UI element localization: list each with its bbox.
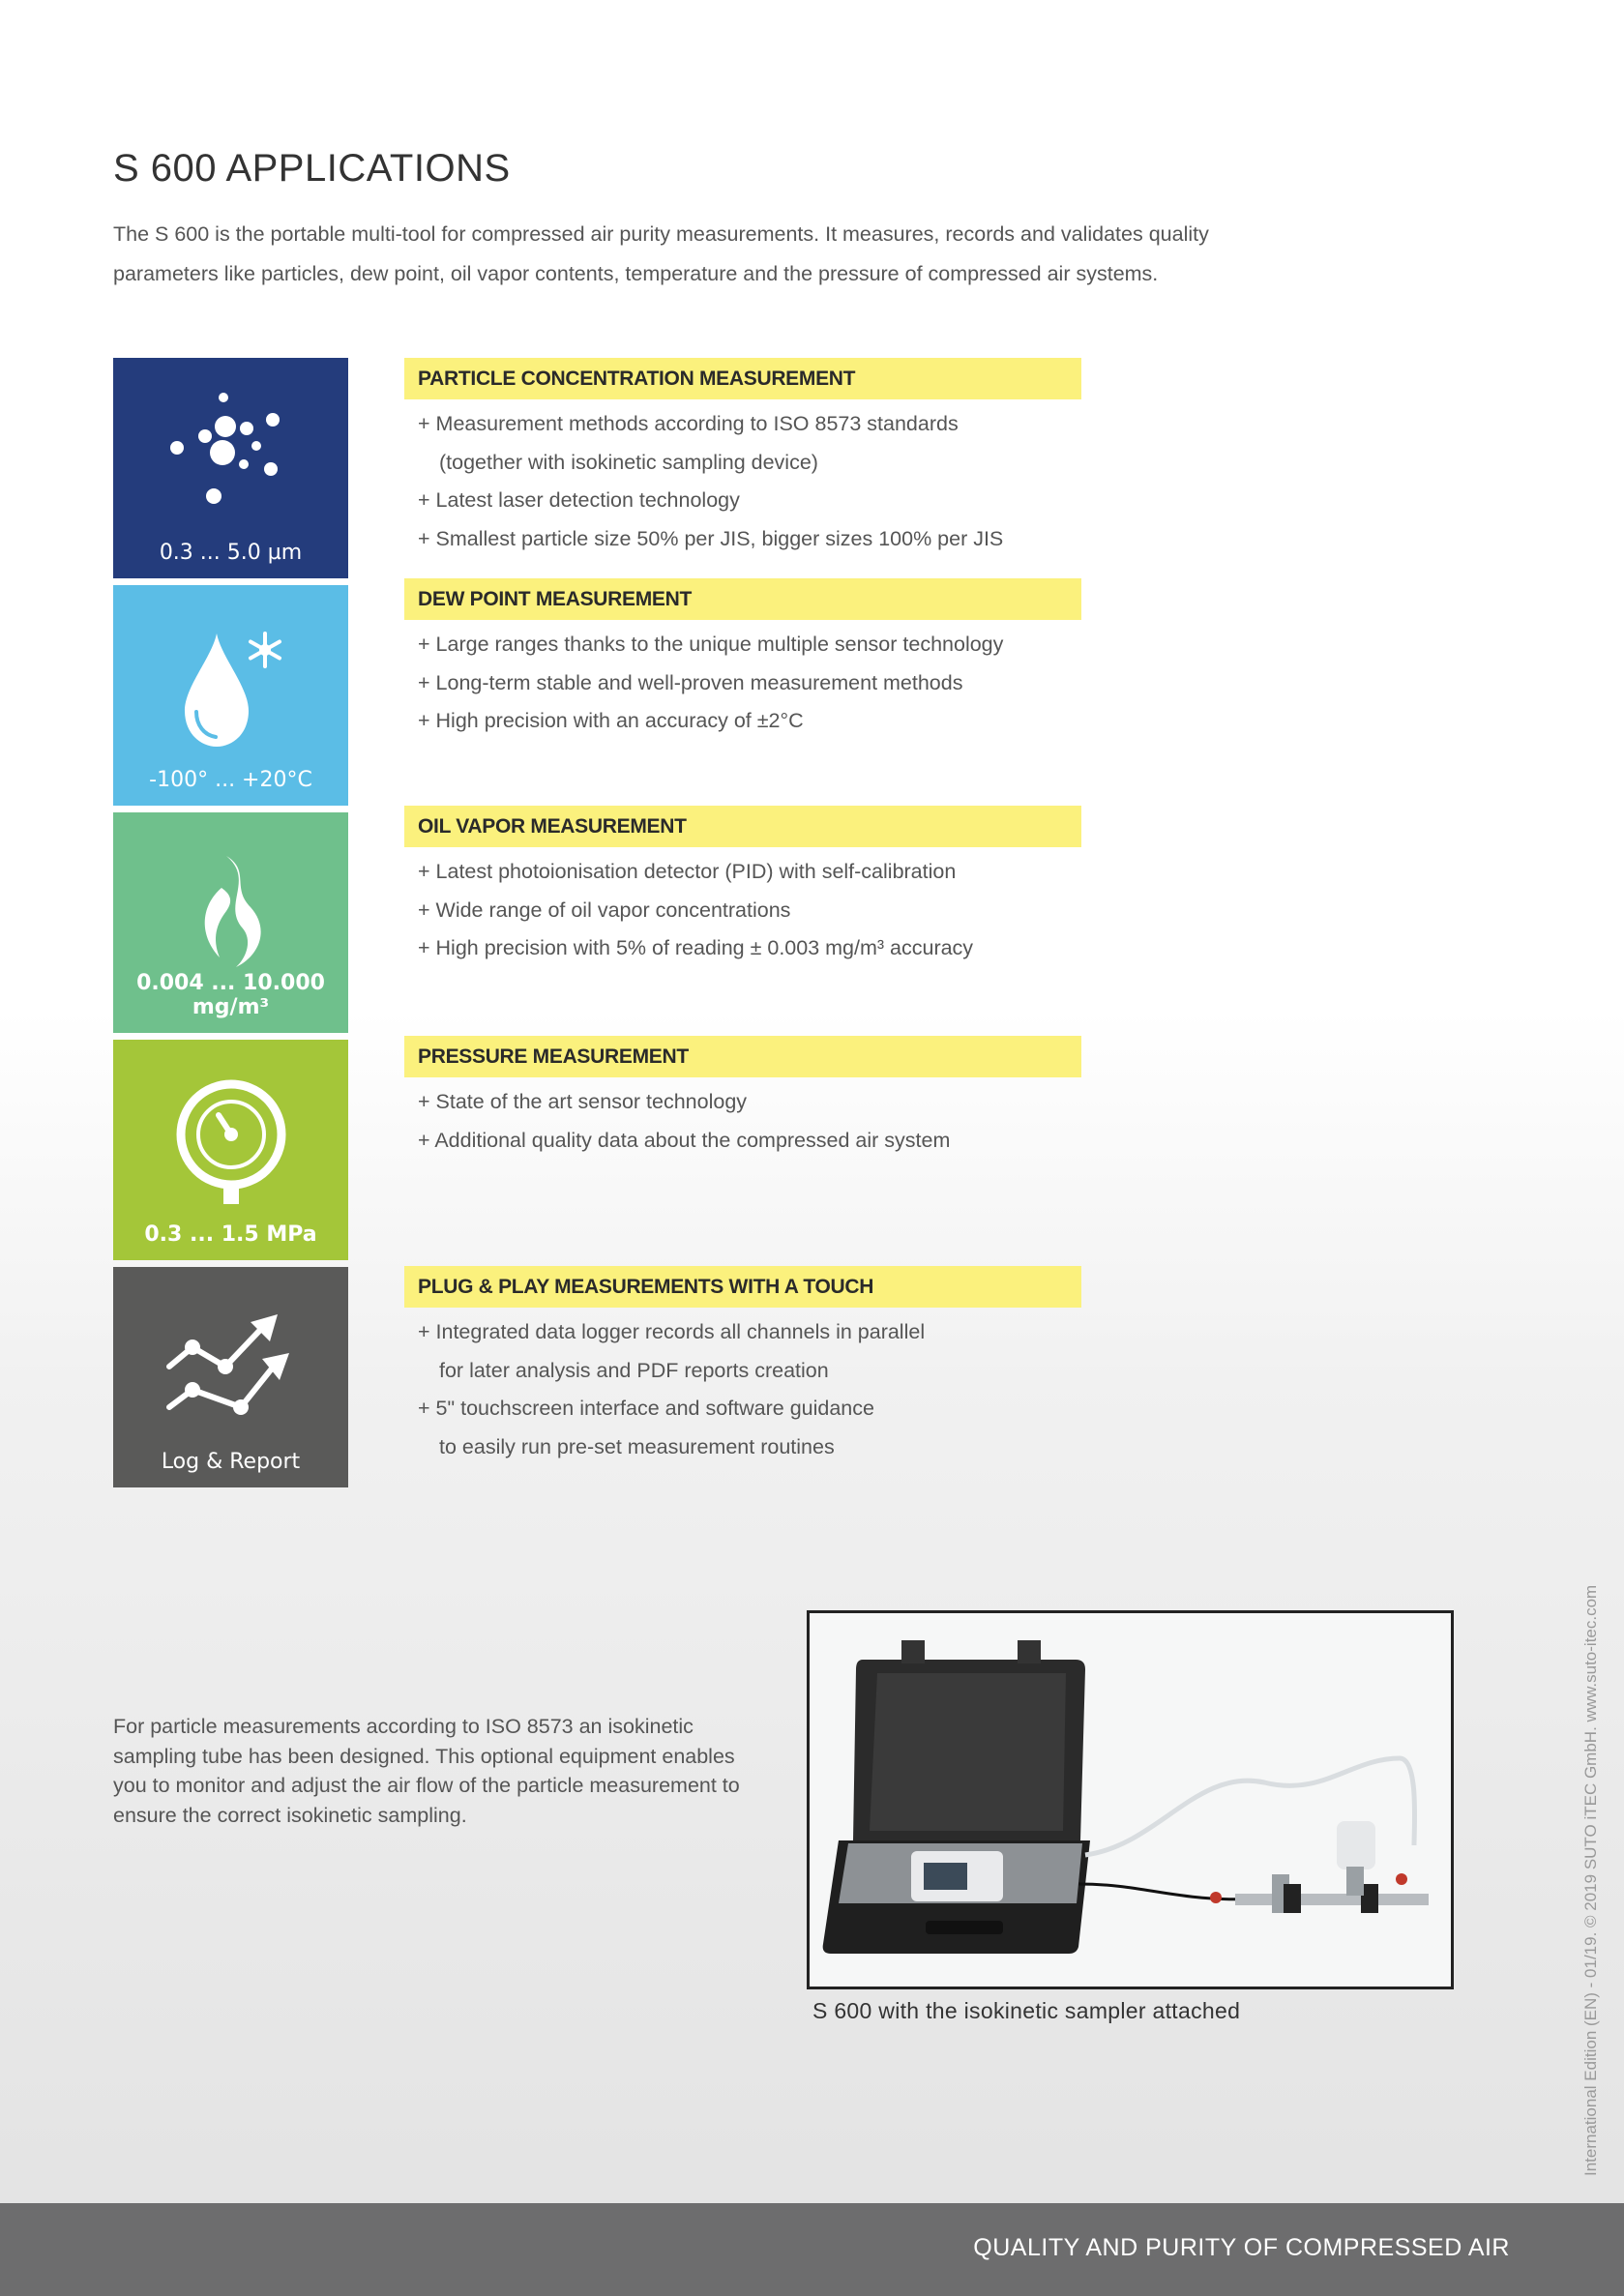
- flame-icon: [183, 851, 280, 977]
- tile-label: -100° ... +20°C: [149, 768, 312, 792]
- tile-label: 0.3 ... 5.0 µm: [159, 541, 303, 565]
- oil-vapor-tile: [113, 812, 348, 1033]
- pressure-section: [404, 1036, 1081, 1160]
- photo-caption: S 600 with the isokinetic sampler attached: [812, 1998, 1241, 2023]
- product-photo: [807, 1610, 1454, 1989]
- pressure-gauge-icon: [168, 1076, 294, 1207]
- section-list: [404, 853, 1081, 968]
- list-item: + Integrated data logger records all channels in parallel for later analysis and PDF reports creation: [418, 1313, 1081, 1390]
- footer-text: QUALITY AND PURITY OF COMPRESSED AIR: [973, 2234, 1510, 2261]
- list-item: + High precision with 5% of reading ± 0.003 mg/m³ accuracy: [418, 929, 1081, 968]
- plug-play-section: [404, 1266, 1081, 1466]
- oil-vapor-section: [404, 806, 1081, 968]
- tile-label: 0.004 ... 10.000 mg/m³: [136, 971, 325, 1019]
- case-sampler-illustration: [810, 1613, 1451, 1987]
- edition-copyright-text: International Edition (EN) - 01/19. © 2019 SUTO iTEC GmbH. www.suto-itec.com: [1581, 1584, 1600, 2176]
- pressure-tile: [113, 1040, 348, 1260]
- list-item: + Latest photoionisation detector (PID) with self-calibration: [418, 853, 1081, 892]
- trend-arrows-icon: [163, 1310, 299, 1427]
- list-item: + Additional quality data about the compressed air system: [418, 1122, 1081, 1161]
- section-header: PLUG & PLAY MEASUREMENTS WITH A TOUCH: [404, 1266, 1081, 1308]
- section-list: [404, 626, 1081, 741]
- section-list: [404, 1313, 1081, 1466]
- tile-label: 0.3 ... 1.5 MPa: [144, 1222, 317, 1247]
- section-header: OIL VAPOR MEASUREMENT: [404, 806, 1081, 847]
- particle-tile: [113, 358, 348, 578]
- list-item: + High precision with an accuracy of ±2°C: [418, 702, 1081, 741]
- section-list: [404, 1083, 1081, 1160]
- particle-section: [404, 358, 1081, 558]
- list-item: + Measurement methods according to ISO 8573 standards (together with isokinetic sampling device): [418, 405, 1081, 482]
- isokinetic-description: For particle measurements according to ISO 8573 an isokinetic sampling tube has been designed. This optional equipment enables you to monitor and adjust the air flow of the particle measurement to ensure the correct isokinetic sampling.: [113, 1715, 740, 1827]
- dew-point-tile: [113, 585, 348, 806]
- footer-bar: [0, 2203, 1624, 2296]
- list-item: + Latest laser detection technology: [418, 482, 1081, 520]
- list-item: + Long-term stable and well-proven measurement methods: [418, 664, 1081, 703]
- intro-paragraph: The S 600 is the portable multi-tool for compressed air purity measurements. It measures, records and validates quality parameters like particles, dew point, oil vapor contents, temperature and the pressure of compressed air systems.: [113, 222, 1209, 285]
- water-drop-snowflake-icon: [163, 629, 299, 754]
- list-item: + Smallest particle size 50% per JIS, bigger sizes 100% per JIS: [418, 520, 1081, 559]
- section-header: PARTICLE CONCENTRATION MEASUREMENT: [404, 358, 1081, 399]
- list-item: + State of the art sensor technology: [418, 1083, 1081, 1122]
- section-header: DEW POINT MEASUREMENT: [404, 578, 1081, 620]
- section-header: PRESSURE MEASUREMENT: [404, 1036, 1081, 1077]
- list-item: + Wide range of oil vapor concentrations: [418, 892, 1081, 930]
- dew-point-section: [404, 578, 1081, 741]
- list-item: + 5" touchscreen interface and software guidance to easily run pre-set measurement routines: [418, 1390, 1081, 1466]
- page-title: S 600 APPLICATIONS: [113, 147, 511, 190]
- list-item: + Large ranges thanks to the unique multiple sensor technology: [418, 626, 1081, 664]
- log-report-tile: [113, 1267, 348, 1487]
- tile-label: Log & Report: [161, 1450, 301, 1474]
- particles-icon: [163, 392, 299, 527]
- section-list: [404, 405, 1081, 558]
